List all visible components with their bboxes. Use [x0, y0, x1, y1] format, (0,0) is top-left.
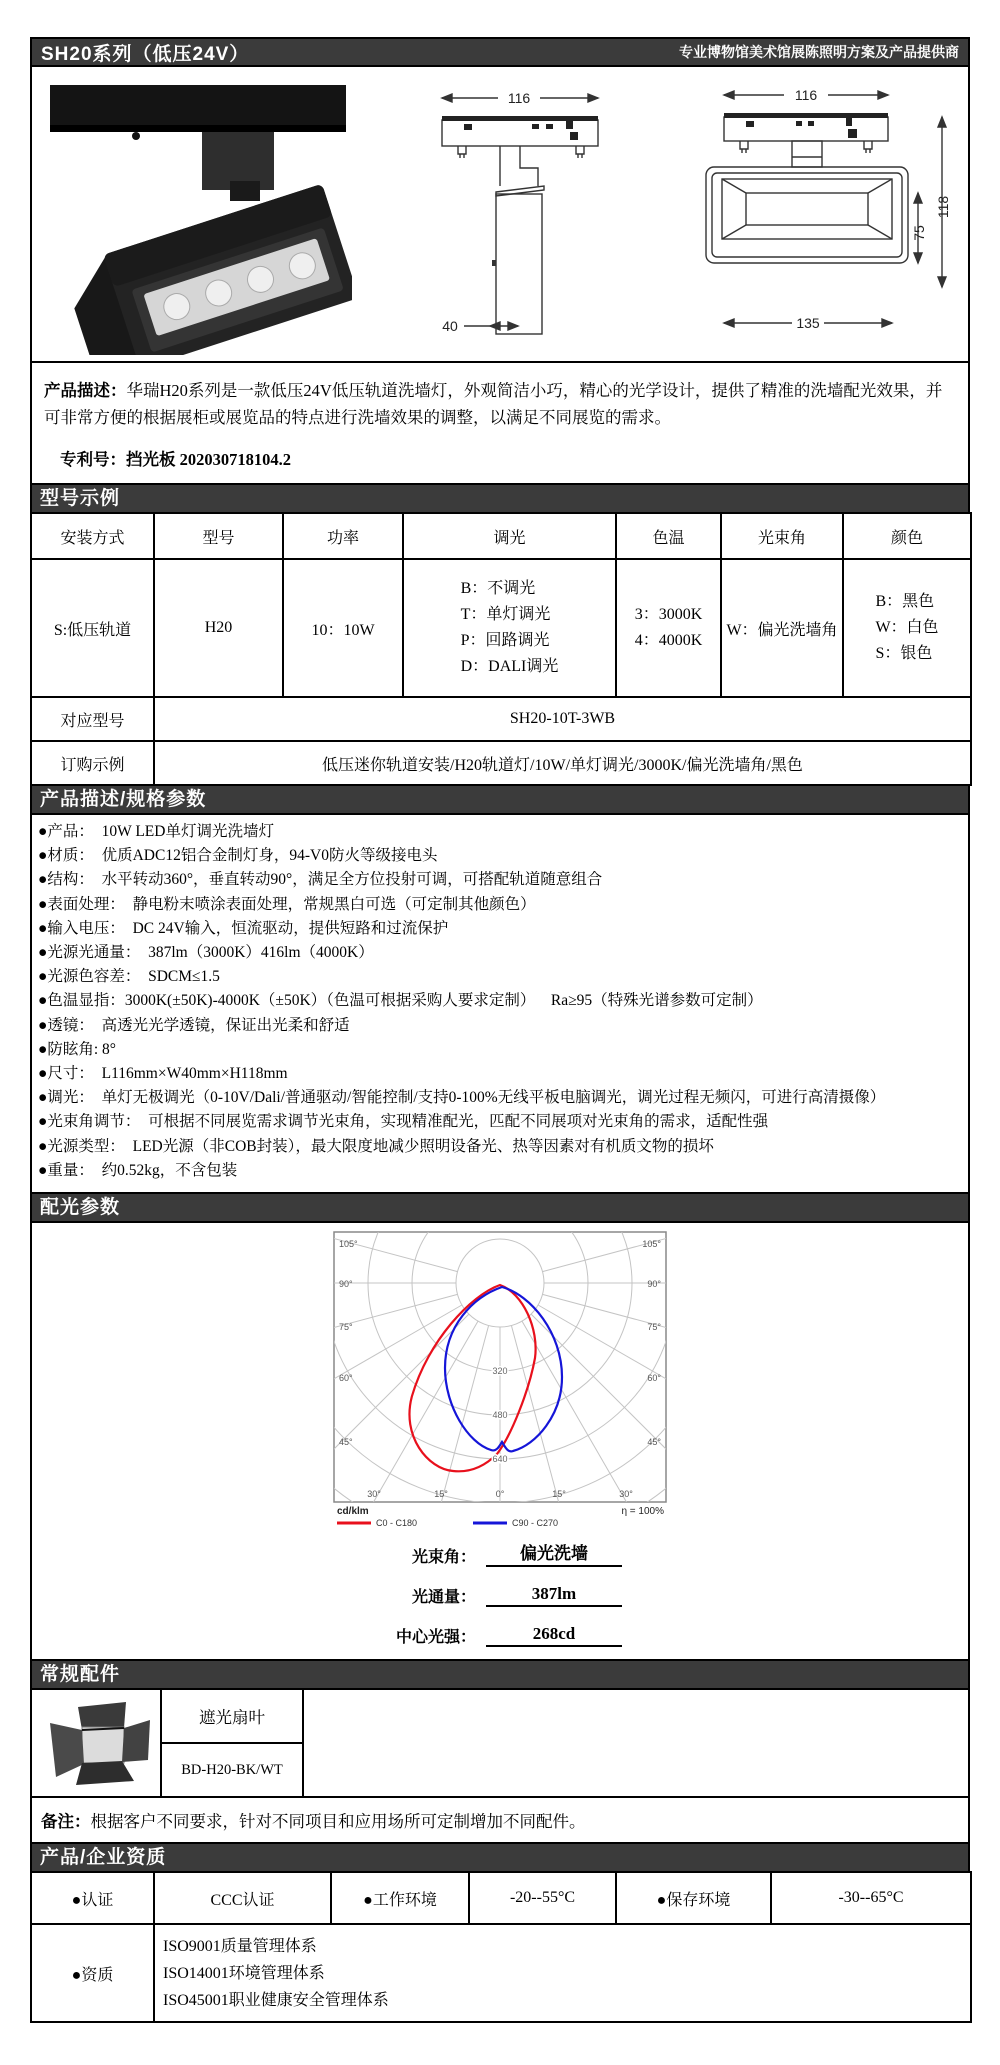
product-description: [44, 377, 956, 431]
svg-text:90°: 90°: [647, 1279, 661, 1290]
dimming-option: B：不调光: [460, 580, 536, 597]
note-text: 根据客户不同要求，针对不同项目和应用场所可定制增加不同配件。: [90, 1812, 586, 1832]
work-env-value: -20--55°C: [469, 1872, 616, 1924]
dimming-option: P：回路调光: [460, 632, 550, 649]
svg-text:0°: 0°: [495, 1489, 505, 1500]
spec-item: ●材质： 优质ADC12铝合金制灯身，94-V0防火等级接电头: [38, 847, 438, 865]
legend-label-c90: C90 - C270: [512, 1518, 559, 1529]
beam-angle-label: 光束角：: [411, 1549, 476, 1567]
svg-text:90°: 90°: [339, 1279, 353, 1290]
polar-photometric-chart: [333, 1231, 667, 1529]
cell-install: S:低压轨道: [31, 559, 154, 697]
qualification-row-2: [31, 1924, 971, 2022]
section-qualification: 产品/企业资质: [30, 1842, 970, 1873]
title-bar: [30, 37, 970, 67]
section-spec: 产品描述/规格参数: [30, 784, 970, 815]
iso-item: ISO14001环境管理体系: [163, 1964, 325, 1982]
svg-text:60°: 60°: [339, 1373, 353, 1384]
note-label: 备注：: [41, 1812, 91, 1832]
storage-env-value: -30--65°C: [771, 1872, 971, 1924]
cert-label: ●认证: [31, 1872, 154, 1924]
col-color: 颜色: [843, 513, 971, 559]
col-beam: 光束角: [721, 513, 843, 559]
side-view-drawing: [428, 74, 613, 354]
qualification-label: ●资质: [31, 1924, 154, 2022]
accessory-empty-cell: [304, 1690, 968, 1796]
product-description-text: 华瑞H20系列是一款低压24V低压轨道洗墙灯，外观简洁小巧，精心的光学设计，提供了精准的洗墙配光效果，并可非常方便的根据展柜或展览品的特点进行洗墙效果的调整，以满足不同展览的需求。: [44, 381, 943, 427]
cell-model: H20: [154, 559, 283, 697]
model-table: [30, 512, 972, 786]
section-model-example: 型号示例: [30, 483, 970, 514]
accessory-info-cell: [162, 1690, 304, 1796]
svg-text:30°: 30°: [619, 1489, 633, 1500]
mapping-value: SH20-10T-3WB: [154, 697, 971, 741]
accessory-model: BD-H20-BK/WT: [181, 1761, 283, 1778]
color-option: B：黑色: [875, 593, 935, 610]
accessory-row: [32, 1690, 968, 1796]
dimming-option: T：单灯调光: [460, 606, 551, 623]
qualification-table: [30, 1871, 972, 2023]
spec-item: ●光源类型： LED光源（非COB封装），最大限度地减少照明设备光、热等因素对有机质文物的损坏: [38, 1137, 714, 1155]
series-title: SH20系列（低压24V）: [41, 43, 250, 65]
dim-side-width: 116: [507, 90, 530, 106]
svg-text:75°: 75°: [339, 1322, 353, 1333]
spec-item: ●光源光通量： 387lm（3000K）416lm（4000K）: [38, 944, 374, 962]
beam-angle-value: 偏光洗墙: [486, 1539, 622, 1567]
product-description-label: 产品描述：: [44, 381, 127, 400]
iso-item: ISO45001职业健康安全管理体系: [163, 1991, 389, 2009]
order-label: 订购示例: [31, 741, 154, 785]
col-cct: 色温: [616, 513, 721, 559]
svg-text:105°: 105°: [339, 1239, 358, 1250]
chart-legend: [337, 1506, 664, 1528]
dim-front-adapter-width: 116: [794, 87, 818, 103]
iso-list: [154, 1924, 971, 2022]
cct-option: 4：4000K: [634, 632, 703, 649]
svg-text:15°: 15°: [552, 1489, 566, 1500]
svg-text:15°: 15°: [434, 1489, 448, 1500]
front-view-drawing: [688, 73, 956, 355]
accessory-name: 遮光扇叶: [162, 1690, 302, 1744]
svg-text:320: 320: [492, 1366, 508, 1377]
spec-item: ●光束角调节： 可根据不同展览需求调节光束角，实现精准配光，匹配不同展项对光束角的需求，适配性强: [38, 1113, 769, 1131]
model-table-body-row: [31, 559, 971, 697]
svg-text:75°: 75°: [647, 1322, 661, 1333]
flux-label: 光通量：: [411, 1589, 476, 1607]
center-intensity-label: 中心光强：: [395, 1629, 476, 1647]
chart-unit-label: cd/klm: [337, 1506, 369, 1518]
spec-list: [30, 813, 970, 1194]
center-intensity-row: [350, 1624, 650, 1647]
legend-label-c0: C0 - C180: [376, 1518, 418, 1529]
svg-text:45°: 45°: [647, 1437, 661, 1448]
iso-item: ISO9001质量管理体系: [163, 1937, 317, 1955]
dimming-option: D：DALI调光: [460, 658, 559, 675]
section-photometric: 配光参数: [30, 1192, 970, 1223]
spec-item: ●重量： 约0.52kg，不含包装: [38, 1161, 238, 1179]
col-install: 安装方式: [31, 513, 154, 559]
company-tagline: 专业博物馆美术馆展陈照明方案及产品提供商: [679, 44, 959, 60]
barn-door-accessory-photo: [38, 1697, 154, 1789]
spec-item: ●防眩角: 8°: [38, 1040, 116, 1058]
cell-dimming: [403, 559, 616, 697]
patent-value: 挡光板 202030718104.2: [126, 450, 291, 469]
model-table-header-row: [31, 513, 971, 559]
product-photo: [44, 73, 352, 355]
flux-value: 387lm: [486, 1584, 622, 1607]
spec-item: ●光源色容差： SDCM≤1.5: [38, 968, 220, 986]
order-row: [31, 741, 971, 785]
dim-side-depth: 40: [441, 318, 458, 334]
work-env-label: ●工作环境: [331, 1872, 469, 1924]
lamp-body: [61, 184, 352, 355]
spec-item: ●透镜： 高透光光学透镜，保证出光柔和舒适: [38, 1016, 350, 1034]
spec-item: ●结构： 水平转动360°，垂直转动90°，满足全方位投射可调，可搭配轨道随意组合: [38, 871, 603, 889]
col-dimming: 调光: [403, 513, 616, 559]
cell-color: [843, 559, 971, 697]
dim-front-total-height: 118: [935, 195, 951, 219]
cell-beam: W：偏光洗墙角: [721, 559, 843, 697]
datasheet-page: [30, 37, 970, 2023]
flux-row: [350, 1584, 650, 1607]
accessory-photo-cell: [32, 1690, 162, 1796]
section-accessory: 常规配件: [30, 1659, 970, 1690]
storage-env-label: ●保存环境: [616, 1872, 771, 1924]
mapping-label: 对应型号: [31, 697, 154, 741]
svg-text:105°: 105°: [642, 1239, 661, 1250]
col-model: 型号: [154, 513, 283, 559]
svg-text:45°: 45°: [339, 1437, 353, 1448]
cell-power: 10：10W: [283, 559, 403, 697]
center-intensity-value: 268cd: [486, 1624, 622, 1647]
color-option: S：银色: [875, 645, 933, 662]
spec-item: ●色温显指：3000K(±50K)-4000K（±50K）（色温可根据采购人要求定制） Ra≥95（特殊光谱参数可定制）: [38, 992, 763, 1010]
svg-text:640: 640: [492, 1454, 508, 1465]
cell-cct: [616, 559, 721, 697]
spec-item: ●表面处理： 静电粉末喷涂表面处理，常规黑白可选（可定制其他颜色）: [38, 895, 536, 913]
dim-front-head-height: 75: [911, 225, 927, 241]
spec-item: ●尺寸： L116mm×W40mm×H118mm: [38, 1065, 288, 1083]
product-images-panel: [30, 65, 970, 363]
dim-front-head-width: 135: [796, 315, 820, 331]
accessory-panel: [30, 1688, 970, 1844]
svg-text:480: 480: [492, 1410, 508, 1421]
order-value: 低压迷你轨道安装/H20轨道灯/10W/单灯调光/3000K/偏光洗墙角/黑色: [154, 741, 971, 785]
accessory-note: [32, 1796, 968, 1842]
chart-efficiency-label: η = 100%: [621, 1506, 664, 1518]
svg-text:60°: 60°: [647, 1373, 661, 1384]
col-power: 功率: [283, 513, 403, 559]
beam-angle-row: [350, 1539, 650, 1567]
patent-line: [44, 446, 956, 470]
cct-option: 3：3000K: [634, 606, 703, 623]
description-panel: [30, 361, 970, 485]
photometric-values: [350, 1539, 650, 1647]
photometric-panel: [30, 1221, 970, 1661]
svg-text:30°: 30°: [367, 1489, 381, 1500]
cert-value: CCC认证: [154, 1872, 331, 1924]
qualification-row-1: [31, 1872, 971, 1924]
spec-item: ●产品： 10W LED单灯调光洗墙灯: [38, 823, 274, 840]
patent-label: 专利号：: [60, 450, 126, 469]
color-option: W：白色: [875, 619, 939, 636]
spec-item: ●输入电压： DC 24V输入，恒流驱动，提供短路和过流保护: [38, 919, 449, 937]
mapping-row: [31, 697, 971, 741]
spec-item: ●调光： 单灯无极调光（0-10V/Dali/普通驱动/智能控制/支持0-100%无线平板电脑调光，调光过程无频闪，可进行高清摄像）: [38, 1089, 886, 1107]
